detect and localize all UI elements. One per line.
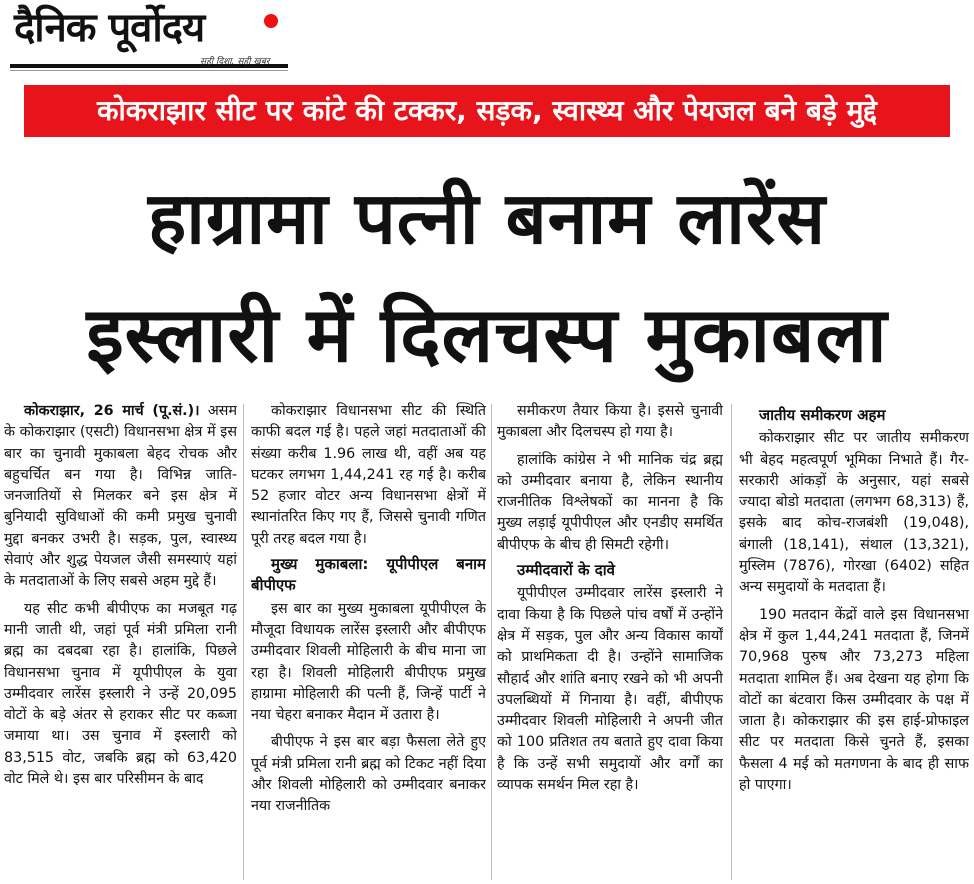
paragraph: कोकराझार सीट पर जातीय समीकरण भी बेहद महत्वपूर्ण भूमिका निभाते हैं। गैर-सरकारी आंकड़ों के अनुसार, यहां सबसे ज्यादा बोडो मतदाता (लगभग 68,313) हैं, इसके बाद कोच-राजबंशी (19,048), बंगाली (18,141), संथाल (13,321), मुस्लिम (7876), गोरखा (6402) सहित अन्य समुदायों के मतदाता हैं। [739,430,969,596]
subheading: जातीय समीकरण अहम [759,406,886,424]
subheading: मुख्य मुकाबला: यूपीपीएल बनाम बीपीएफ [251,555,486,595]
paragraph: इस बार का मुख्य मुकाबला यूपीपीएल के मौजूदा विधायक लारेंस इस्लारी और बीपीएफ उम्मीदवार शिवली मोहिलारी के बीच माना जा रहा है। शिवली मोहिलारी बीपीएफ प्रमुख हाग्रामा मोहिलारी की पत्नी हैं, जिन्हें पार्टी ने नया चेहरा बनाकर मैदान में उतारा है। [251,600,486,724]
dateline: कोकराझार, 26 मार्च (पू.सं.)। [24,403,200,419]
headline-line-2: इस्लारी में दिलचस्प मुकाबला [86,290,888,379]
paragraph: यह सीट कभी बीपीएफ का मजबूत गढ़ मानी जाती थी, जहां पूर्व मंत्री प्रमिला रानी ब्रह्म का दबदबा रहा है। हालांकि, पिछले विधानसभा चुनाव में यूपीपीएल के युवा उम्मीदवार लारेंस इस्लारी ने उन्हें 20,095 वोटों के बड़े अंतर से हराकर सीट पर कब्जा जमाया था। उस चुनाव में इस्लारी को 83,515 वोट, जबकि ब्रह्म को 63,420 वोट मिले थे। इस बार परिसीमन के बाद [4,600,237,788]
column-divider [491,404,492,880]
article-column-1 [4,401,237,881]
masthead-tagline: सही दिशा, सही खबर [200,57,270,67]
masthead-rule-thin [10,70,288,71]
article-column-4 [739,401,969,881]
paragraph: असम के कोकराझार (एसटी) विधानसभा क्षेत्र में इस बार का चुनावी मुकाबला बेहद रोचक और बहुचर्चित बन गया है। विभिन्न जाति-जनजातियों से मिलकर बने इस क्षेत्र में बुनियादी सुविधाओं की कमी प्रमुख चुनावी मुद्दा बनकर उभरी है। सड़क, पुल, स्वास्थ्य सेवाएं और शुद्ध पेयजल जैसी समस्याएं यहां के मतदाताओं के लिए सबसे अहम मुद्दे हैं। [4,403,237,590]
paragraph: यूपीपीएल उम्मीदवार लारेंस इस्लारी ने दावा किया है कि पिछले पांच वर्षों में उन्होंने क्षेत्र में सड़क, पुल और अन्य विकास कार्यों को प्राथमिकता दी है। उन्होंने सामाजिक सौहार्द और शांति बनाए रखने को भी अपनी उपलब्धियों में गिनाया है। वहीं, बीपीएफ उम्मीदवार शिवली मोहिलारी ने अपनी जीत को 100 प्रतिशत तय बताते हुए दावा किया है कि उन्हें सभी समुदायों और वर्गों का व्यापक समर्थन मिल रहा है। [497,585,723,794]
article-column-2 [251,401,486,881]
newspaper-logo: दैनिक पूर्वोदय [14,5,205,51]
logo-dot-icon [264,14,278,28]
paragraph: कोकराझार विधानसभा सीट की स्थिति काफी बदल गई है। पहले जहां मतदाताओं की संख्या करीब 1.96 लाख थी, वहीं अब यह घटकर लगभग 1,44,241 रह गई है। करीब 52 हजार वोटर अन्य विधानसभा क्षेत्रों में स्थानांतरित किए गए हैं, जिससे चुनावी गणित पूरी तरह बदल गया है। [251,403,486,547]
headline-line-1: हाग्रामा पत्नी बनाम लारेंस [147,176,826,260]
column-divider [731,404,732,880]
paragraph: बीपीएफ ने इस बार बड़ा फैसला लेते हुए पूर्व मंत्री प्रमिला रानी ब्रह्म को टिकट नहीं दिया और शिवली मोहिलारी को उम्मीदवार बनाकर नया राजनीतिक [251,734,486,815]
subheading: उम्मीदवारों के दावे [517,561,615,580]
paragraph: हालांकि कांग्रेस ने भी मानिक चंद्र ब्रह्म को उम्मीदवार बनाया है, लेकिन स्थानीय राजनीतिक विश्लेषकों का मानना है कि मुख्य लड़ाई यूपीपीएल और एनडीए समर्थित बीपीएफ के बीच ही सिमटी रहेगी। [497,451,723,553]
paragraph: 190 मतदान केंद्रों वाले इस विधानसभा क्षेत्र में कुल 1,44,241 मतदाता हैं, जिनमें 70,968 पुरुष और 73,273 महिला मतदाता शामिल हैं। अब देखना यह होगा कि वोटों का बंटवारा किस उम्मीदवार के पक्ष में जाता है। कोकराझार की इस हाई-प्रोफाइल सीट पर मतदाता किसे चुनते हैं, इसका फैसला 4 मई को मतगणना के बाद ही साफ हो पाएगा। [739,606,969,794]
red-banner-kicker: कोकराझार सीट पर कांटे की टक्कर, सड़क, स्वास्थ्य और पेयजल बने बड़े मुद्दे [24,85,950,137]
column-divider [243,404,244,880]
article-column-3 [497,401,723,881]
paragraph: समीकरण तैयार किया है। इससे चुनावी मुकाबला और दिलचस्प हो गया है। [497,403,723,441]
masthead [10,4,290,72]
